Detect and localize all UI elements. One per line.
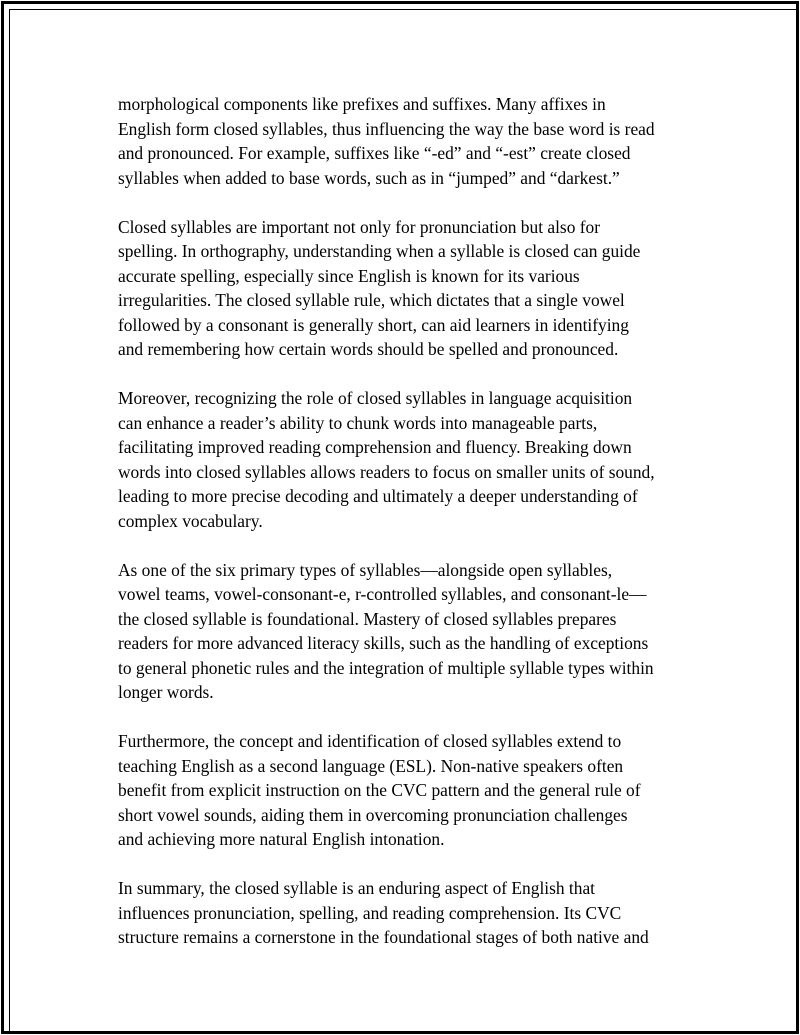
document-body	[118, 92, 698, 974]
paragraph-spelling: Closed syllables are important not only for pronunciation but also for spelling. In orthography, understanding when a syllable is closed can guide accurate spelling, especially since English is known for its various irregularities. The closed syllable rule, which dictates that a single vowel followed by a consonant is generally short, can aid learners in identifying and remembering how certain words should be spelled and pronounced.	[118, 216, 641, 359]
paragraph-esl: Furthermore, the concept and identification of closed syllables extend to teaching English as a second language (ESL). Non-native speakers often benefit from explicit instruction on the CVC pattern and the general rule of short vowel sounds, aiding them in overcoming pronunciation challenges and achieving more natural English intonation.	[118, 731, 641, 849]
paragraph-language-acquisition: Moreover, recognizing the role of closed syllables in language acquisition can enhance a reader’s ability to chunk words into manageable parts, facilitating improved reading comprehension and fluency. Breaking down words into closed syllables allows readers to focus on smaller units of sound, leading to more precise decoding and ultimately a deeper understanding of complex vocabulary.	[118, 388, 655, 531]
paragraph-syllable-types: As one of the six primary types of syllables—alongside open syllables, vowel teams, vowel-consonant-e, r-controlled syllables, and consonant-le— the closed syllable is foundational. Mastery of closed syllables prepares readers for more advanced literacy skills, such as the handling of exceptions to general phonetic rules and the integration of multiple syllable types within longer words.	[118, 559, 654, 702]
paragraph-affixes: morphological components like prefixes and suffixes. Many affixes in English form closed syllables, thus influencing the way the base word is read and pronounced. For example, suffixes like “-ed” and “-est” create closed syllables when added to base words, such as in “jumped” and “darkest.”	[118, 94, 655, 188]
paragraph-summary: In summary, the closed syllable is an enduring aspect of English that influences pronunciation, spelling, and reading comprehension. Its CVC structure remains a cornerstone in the foundational stages of both native and	[118, 878, 649, 947]
